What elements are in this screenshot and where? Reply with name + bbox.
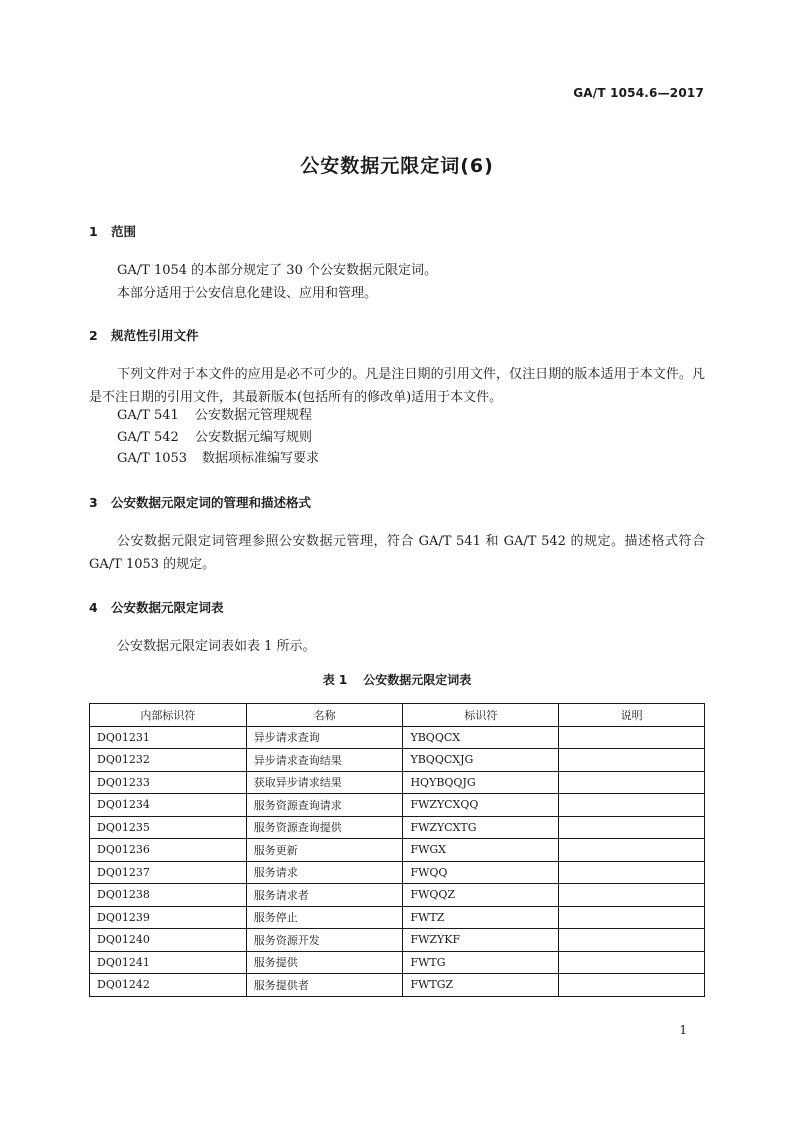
cell-description	[559, 749, 705, 772]
table-row	[90, 861, 705, 884]
cell-internal-id: DQ01237	[90, 861, 247, 884]
cell-identifier: FWZYKF	[403, 929, 559, 952]
section-4-heading	[89, 598, 224, 616]
cell-identifier: FWZYCXQQ	[403, 794, 559, 817]
normative-body	[89, 363, 705, 409]
section-number: 3	[89, 495, 98, 510]
table-caption	[0, 671, 794, 688]
reference-title: 公安数据元编写规则	[195, 429, 313, 445]
cell-description	[559, 771, 705, 794]
section-title: 规范性引用文件	[111, 328, 199, 343]
cell-description	[559, 974, 705, 997]
table-row	[90, 816, 705, 839]
cell-name: 服务更新	[246, 839, 403, 862]
cell-name: 异步请求查询结果	[246, 749, 403, 772]
management-paragraph: 公安数据元限定词管理参照公安数据元管理，符合 GA/T 541 和 GA/T 542 的规定。描述格式符合 GA/T 1053 的规定。	[89, 534, 705, 572]
scope-body	[89, 259, 705, 305]
cell-internal-id: DQ01240	[90, 929, 247, 952]
column-header-description: 说明	[559, 704, 705, 727]
cell-internal-id: DQ01233	[90, 771, 247, 794]
cell-description	[559, 726, 705, 749]
cell-internal-id: DQ01231	[90, 726, 247, 749]
cell-name: 服务提供者	[246, 974, 403, 997]
cell-identifier: FWTGZ	[403, 974, 559, 997]
cell-internal-id: DQ01239	[90, 906, 247, 929]
cell-name: 服务资源开发	[246, 929, 403, 952]
reference-item	[117, 405, 319, 427]
table-row	[90, 884, 705, 907]
table-header-row	[90, 704, 705, 727]
qualifier-table	[89, 703, 705, 997]
cell-name: 服务提供	[246, 951, 403, 974]
table-row	[90, 839, 705, 862]
table-row	[90, 726, 705, 749]
cell-internal-id: DQ01238	[90, 884, 247, 907]
cell-internal-id: DQ01236	[90, 839, 247, 862]
cell-name: 服务请求者	[246, 884, 403, 907]
cell-identifier: FWQQZ	[403, 884, 559, 907]
table-intro-body	[89, 635, 705, 658]
cell-description	[559, 929, 705, 952]
cell-identifier: YBQQCXJG	[403, 749, 559, 772]
cell-internal-id: DQ01232	[90, 749, 247, 772]
section-1-heading	[89, 222, 136, 240]
cell-internal-id: DQ01234	[90, 794, 247, 817]
section-title: 公安数据元限定词的管理和描述格式	[111, 495, 312, 510]
reference-code: GA/T 541	[117, 408, 179, 423]
cell-name: 服务请求	[246, 861, 403, 884]
cell-identifier: FWZYCXTG	[403, 816, 559, 839]
cell-description	[559, 794, 705, 817]
cell-description	[559, 839, 705, 862]
cell-identifier: FWTG	[403, 951, 559, 974]
cell-description	[559, 906, 705, 929]
cell-name: 服务停止	[246, 906, 403, 929]
reference-item	[117, 427, 319, 449]
table-row	[90, 749, 705, 772]
cell-internal-id: DQ01241	[90, 951, 247, 974]
cell-identifier: FWTZ	[403, 906, 559, 929]
reference-list	[117, 405, 319, 470]
standard-code: GA/T 1054.6—2017	[573, 86, 704, 100]
cell-description	[559, 861, 705, 884]
table-row	[90, 794, 705, 817]
table-row	[90, 906, 705, 929]
section-number: 1	[89, 224, 98, 239]
table-row	[90, 974, 705, 997]
reference-title: 数据项标准编写要求	[202, 451, 320, 466]
table-row	[90, 951, 705, 974]
table-body	[90, 726, 705, 996]
table-row	[90, 929, 705, 952]
column-header-identifier: 标识符	[403, 704, 559, 727]
cell-identifier: HQYBQQJG	[403, 771, 559, 794]
cell-name: 服务资源查询提供	[246, 816, 403, 839]
section-number: 2	[89, 328, 98, 343]
section-3-heading	[89, 493, 311, 511]
cell-name: 获取异步请求结果	[246, 771, 403, 794]
reference-title: 公安数据元管理规程	[195, 408, 313, 423]
table-intro: 公安数据元限定词表如表 1 所示。	[117, 639, 316, 654]
cell-name: 异步请求查询	[246, 726, 403, 749]
cell-internal-id: DQ01235	[90, 816, 247, 839]
section-title: 公安数据元限定词表	[111, 600, 224, 615]
management-body	[89, 530, 705, 576]
column-header-internal-id: 内部标识符	[90, 704, 247, 727]
cell-description	[559, 951, 705, 974]
scope-paragraph-1: GA/T 1054 的本部分规定了 30 个公安数据元限定词。	[117, 263, 437, 278]
reference-item	[117, 448, 319, 470]
table-caption-number: 表 1	[322, 673, 348, 687]
reference-code: GA/T 542	[117, 429, 179, 445]
page-number: 1	[679, 1023, 687, 1037]
reference-code: GA/T 1053	[117, 451, 188, 466]
scope-paragraph-2: 本部分适用于公安信息化建设、应用和管理。	[117, 286, 378, 301]
table-caption-title: 公安数据元限定词表	[363, 673, 472, 687]
column-header-name: 名称	[246, 704, 403, 727]
normative-intro: 下列文件对于本文件的应用是必不可少的。凡是注日期的引用文件，仅注日期的版本适用于本文件。凡是不注日期的引用文件，其最新版本(包括所有的修改单)适用于本文件。	[89, 367, 705, 405]
cell-identifier: YBQQCX	[403, 726, 559, 749]
table-row	[90, 771, 705, 794]
cell-name: 服务资源查询请求	[246, 794, 403, 817]
section-number: 4	[89, 600, 98, 615]
cell-identifier: FWQQ	[403, 861, 559, 884]
section-title: 范围	[111, 224, 137, 239]
cell-description	[559, 816, 705, 839]
cell-identifier: FWGX	[403, 839, 559, 862]
section-2-heading	[89, 326, 199, 344]
cell-internal-id: DQ01242	[90, 974, 247, 997]
cell-description	[559, 884, 705, 907]
document-title: 公安数据元限定词(6)	[300, 155, 494, 177]
